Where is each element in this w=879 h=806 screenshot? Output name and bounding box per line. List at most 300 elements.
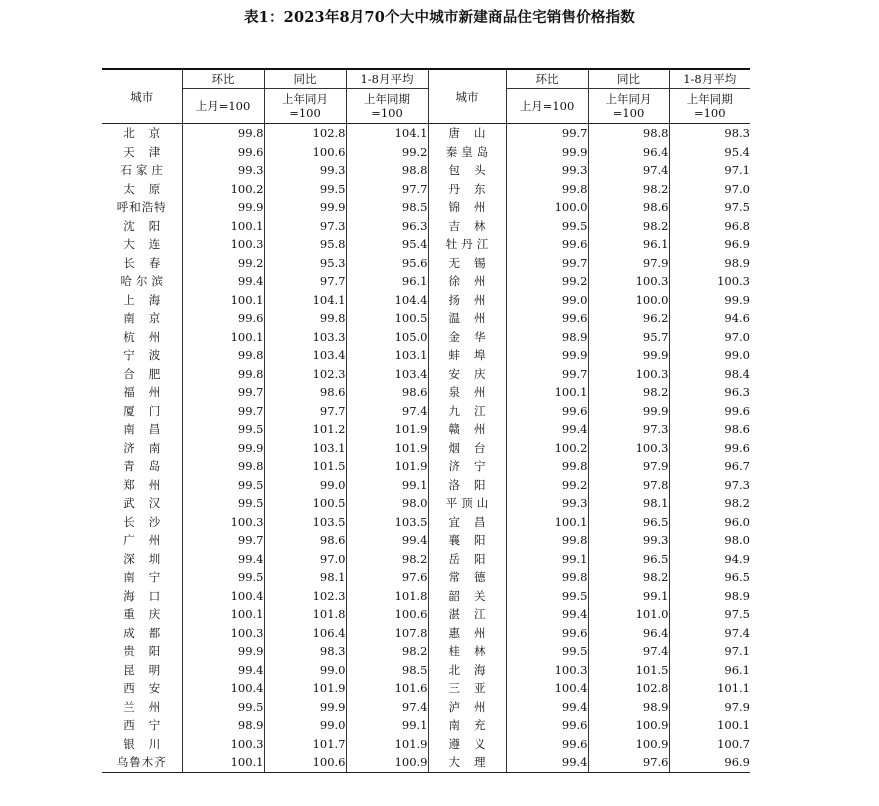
table-row <box>102 254 750 273</box>
tongbi-value-right: 98.6 <box>588 198 669 217</box>
huanbi-value-left: 99.6 <box>182 143 264 162</box>
avg-value-right: 98.3 <box>669 124 750 143</box>
avg-value-right: 97.1 <box>669 642 750 661</box>
huanbi-value-left: 99.9 <box>182 642 264 661</box>
huanbi-value-right: 99.8 <box>506 568 588 587</box>
city-name-left: 杭州 <box>123 329 175 344</box>
tongbi-value-right: 96.4 <box>588 624 669 643</box>
avg-header-right: 1-8月平均 <box>669 69 750 89</box>
huanbi-value-left: 99.7 <box>182 531 264 550</box>
avg-value-right: 96.9 <box>669 753 750 772</box>
tongbi-value-left: 101.5 <box>264 457 346 476</box>
tongbi-value-left: 99.9 <box>264 698 346 717</box>
city-name-right: 徐州 <box>428 272 506 291</box>
huanbi-value-right: 99.3 <box>506 161 588 180</box>
table-row <box>102 217 750 236</box>
avg-value-left: 107.8 <box>346 624 428 643</box>
avg-value-right: 98.9 <box>669 254 750 273</box>
avg-value-right: 100.1 <box>669 716 750 735</box>
huanbi-header-left: 环比 <box>182 69 264 89</box>
huanbi-value-right: 99.1 <box>506 550 588 569</box>
table-row <box>102 698 750 717</box>
tongbi-value-right: 100.9 <box>588 716 669 735</box>
avg-value-right: 96.1 <box>669 661 750 680</box>
avg-value-left: 99.2 <box>346 143 428 162</box>
city-name-right: 平顶山 <box>428 494 506 513</box>
table-row <box>102 291 750 310</box>
city-name-right: 无锡 <box>428 254 506 273</box>
tongbi-value-left: 103.5 <box>264 513 346 532</box>
huanbi-value-left: 100.3 <box>182 235 264 254</box>
tongbi-value-right: 101.0 <box>588 605 669 624</box>
tongbi-value-right: 99.9 <box>588 402 669 421</box>
huanbi-value-right: 99.4 <box>506 753 588 772</box>
city-name-left: 西宁 <box>123 718 175 732</box>
table-row <box>102 402 750 421</box>
avg-value-right: 96.5 <box>669 568 750 587</box>
city-name-left: 郑州 <box>123 477 175 492</box>
tongbi-value-left: 95.3 <box>264 254 346 273</box>
tongbi-value-left: 98.6 <box>264 383 346 402</box>
huanbi-value-right: 98.9 <box>506 328 588 347</box>
huanbi-value-right: 99.9 <box>506 143 588 162</box>
tongbi-value-right: 96.1 <box>588 235 669 254</box>
avg-value-right: 99.9 <box>669 291 750 310</box>
avg-value-left: 100.9 <box>346 753 428 772</box>
tongbi-value-right: 98.1 <box>588 494 669 513</box>
table-row <box>102 365 750 384</box>
avg-base-left: 上年同期 =100 <box>346 89 428 124</box>
huanbi-value-left: 99.9 <box>182 198 264 217</box>
city-name-right: 牡丹江 <box>428 235 506 254</box>
avg-value-left: 101.8 <box>346 587 428 606</box>
avg-value-left: 98.8 <box>346 161 428 180</box>
avg-value-left: 101.6 <box>346 679 428 698</box>
city-name-right: 遵义 <box>428 735 506 754</box>
avg-value-left: 103.1 <box>346 346 428 365</box>
avg-value-left: 104.1 <box>346 124 428 143</box>
table-row <box>102 679 750 698</box>
tongbi-value-left: 99.5 <box>264 180 346 199</box>
huanbi-base-left: 上月=100 <box>182 89 264 124</box>
avg-value-left: 98.5 <box>346 661 428 680</box>
city-name-right: 三亚 <box>428 679 506 698</box>
avg-value-left: 97.4 <box>346 698 428 717</box>
huanbi-value-right: 99.2 <box>506 476 588 495</box>
avg-value-right: 97.3 <box>669 476 750 495</box>
table-row <box>102 198 750 217</box>
huanbi-value-left: 99.8 <box>182 124 264 143</box>
table-row <box>102 716 750 735</box>
avg-value-left: 98.5 <box>346 198 428 217</box>
city-name-right: 襄阳 <box>428 531 506 550</box>
tongbi-value-left: 99.0 <box>264 716 346 735</box>
tongbi-value-left: 104.1 <box>264 291 346 310</box>
tongbi-value-right: 96.5 <box>588 513 669 532</box>
city-name-left: 呼和浩特 <box>116 200 167 214</box>
huanbi-value-right: 99.6 <box>506 309 588 328</box>
avg-value-right: 95.4 <box>669 143 750 162</box>
tongbi-value-right: 100.0 <box>588 291 669 310</box>
city-name-left: 南京 <box>123 311 175 325</box>
tongbi-value-left: 100.6 <box>264 753 346 772</box>
huanbi-value-left: 99.2 <box>182 254 264 273</box>
table-row <box>102 457 750 476</box>
huanbi-value-left: 100.1 <box>182 605 264 624</box>
tongbi-value-right: 97.9 <box>588 457 669 476</box>
city-name-left: 广州 <box>123 533 175 547</box>
tongbi-base-left: 上年同月 =100 <box>264 89 346 124</box>
city-name-right: 烟台 <box>428 439 506 458</box>
city-name-right: 锦州 <box>428 198 506 217</box>
avg-value-left: 101.9 <box>346 735 428 754</box>
table-row <box>102 568 750 587</box>
tongbi-value-left: 101.7 <box>264 735 346 754</box>
tongbi-value-left: 102.8 <box>264 124 346 143</box>
tongbi-value-left: 97.0 <box>264 550 346 569</box>
avg-value-left: 95.6 <box>346 254 428 273</box>
tongbi-value-right: 101.5 <box>588 661 669 680</box>
huanbi-value-left: 99.9 <box>182 439 264 458</box>
table-row <box>102 309 750 328</box>
table-row <box>102 439 750 458</box>
tongbi-value-right: 97.4 <box>588 642 669 661</box>
huanbi-value-left: 99.5 <box>182 476 264 495</box>
table-row <box>102 513 750 532</box>
huanbi-value-left: 100.2 <box>182 180 264 199</box>
avg-value-left: 105.0 <box>346 328 428 347</box>
tongbi-value-right: 96.2 <box>588 309 669 328</box>
city-name-right: 丹东 <box>428 180 506 199</box>
city-name-left: 合肥 <box>123 366 175 381</box>
city-name-right: 岳阳 <box>428 550 506 569</box>
tongbi-header-left: 同比 <box>264 69 346 89</box>
avg-value-right: 94.9 <box>669 550 750 569</box>
tongbi-value-left: 97.3 <box>264 217 346 236</box>
city-name-right: 安庆 <box>428 365 506 384</box>
city-name-right: 九江 <box>428 402 506 421</box>
tongbi-value-right: 98.9 <box>588 698 669 717</box>
avg-value-right: 94.6 <box>669 309 750 328</box>
city-name-right: 湛江 <box>428 605 506 624</box>
table-body <box>102 124 750 773</box>
table-row <box>102 124 750 143</box>
city-name-left: 沈阳 <box>123 218 175 233</box>
table-row <box>102 642 750 661</box>
avg-value-right: 96.3 <box>669 383 750 402</box>
city-header-right: 城市 <box>428 69 506 124</box>
huanbi-value-right: 99.3 <box>506 494 588 513</box>
table-row <box>102 661 750 680</box>
huanbi-value-right: 100.4 <box>506 679 588 698</box>
tongbi-value-right: 98.2 <box>588 217 669 236</box>
table-row <box>102 328 750 347</box>
avg-header-left: 1-8月平均 <box>346 69 428 89</box>
avg-value-left: 100.5 <box>346 309 428 328</box>
avg-value-left: 100.6 <box>346 605 428 624</box>
city-name-left: 贵阳 <box>123 644 175 658</box>
city-name-right: 泉州 <box>428 383 506 402</box>
avg-value-left: 99.1 <box>346 476 428 495</box>
city-name-left: 福州 <box>123 385 175 399</box>
tongbi-value-left: 95.8 <box>264 235 346 254</box>
avg-value-right: 97.0 <box>669 328 750 347</box>
tongbi-value-left: 100.5 <box>264 494 346 513</box>
avg-value-left: 98.0 <box>346 494 428 513</box>
city-name-left: 济南 <box>123 440 175 455</box>
tongbi-value-left: 106.4 <box>264 624 346 643</box>
city-name-right: 秦皇岛 <box>428 143 506 162</box>
huanbi-value-left: 99.3 <box>182 161 264 180</box>
huanbi-value-left: 99.7 <box>182 402 264 421</box>
avg-value-right: 97.9 <box>669 698 750 717</box>
huanbi-value-left: 99.4 <box>182 550 264 569</box>
table-row <box>102 272 750 291</box>
tongbi-value-left: 98.6 <box>264 531 346 550</box>
tongbi-value-right: 96.5 <box>588 550 669 569</box>
table-row <box>102 161 750 180</box>
huanbi-header-right: 环比 <box>506 69 588 89</box>
avg-value-left: 96.3 <box>346 217 428 236</box>
city-name-right: 北海 <box>428 661 506 680</box>
tongbi-value-left: 99.9 <box>264 198 346 217</box>
city-name-right: 包头 <box>428 161 506 180</box>
city-name-left: 昆明 <box>123 662 175 677</box>
city-name-left: 宁波 <box>123 348 175 362</box>
huanbi-value-left: 100.3 <box>182 513 264 532</box>
huanbi-value-right: 99.4 <box>506 605 588 624</box>
huanbi-value-left: 99.5 <box>182 698 264 717</box>
tongbi-value-right: 98.2 <box>588 383 669 402</box>
city-name-left: 大连 <box>123 237 175 251</box>
avg-value-right: 96.8 <box>669 217 750 236</box>
huanbi-value-right: 99.8 <box>506 457 588 476</box>
table-row <box>102 494 750 513</box>
tongbi-value-left: 102.3 <box>264 365 346 384</box>
tongbi-value-left: 101.8 <box>264 605 346 624</box>
avg-value-right: 96.9 <box>669 235 750 254</box>
tongbi-value-right: 97.8 <box>588 476 669 495</box>
tongbi-value-left: 103.4 <box>264 346 346 365</box>
tongbi-header-right: 同比 <box>588 69 669 89</box>
city-header-left: 城市 <box>102 69 182 124</box>
table-row <box>102 735 750 754</box>
avg-value-right: 100.7 <box>669 735 750 754</box>
tongbi-value-left: 100.6 <box>264 143 346 162</box>
tongbi-value-right: 97.4 <box>588 161 669 180</box>
huanbi-value-left: 98.9 <box>182 716 264 735</box>
city-name-right: 桂林 <box>428 642 506 661</box>
tongbi-value-right: 102.8 <box>588 679 669 698</box>
huanbi-value-right: 99.7 <box>506 254 588 273</box>
avg-value-left: 99.1 <box>346 716 428 735</box>
huanbi-value-right: 99.6 <box>506 716 588 735</box>
avg-value-right: 99.6 <box>669 439 750 458</box>
tongbi-value-left: 101.9 <box>264 679 346 698</box>
huanbi-value-left: 100.4 <box>182 587 264 606</box>
avg-value-right: 99.6 <box>669 402 750 421</box>
city-name-left: 成都 <box>123 625 175 640</box>
city-name-left: 石家庄 <box>120 163 167 177</box>
huanbi-value-right: 99.6 <box>506 624 588 643</box>
huanbi-value-left: 100.1 <box>182 753 264 772</box>
avg-value-left: 101.9 <box>346 457 428 476</box>
tongbi-value-left: 99.0 <box>264 476 346 495</box>
avg-value-left: 104.4 <box>346 291 428 310</box>
city-name-left: 青岛 <box>123 459 175 473</box>
avg-value-left: 101.9 <box>346 439 428 458</box>
city-name-left: 重庆 <box>123 607 175 621</box>
huanbi-value-left: 100.3 <box>182 624 264 643</box>
tongbi-value-right: 98.2 <box>588 180 669 199</box>
tongbi-value-left: 102.3 <box>264 587 346 606</box>
city-name-left: 厦门 <box>123 403 175 418</box>
city-name-right: 唐山 <box>428 124 506 143</box>
avg-value-left: 96.1 <box>346 272 428 291</box>
huanbi-value-left: 100.1 <box>182 291 264 310</box>
huanbi-value-right: 99.0 <box>506 291 588 310</box>
huanbi-value-right: 99.4 <box>506 698 588 717</box>
avg-value-right: 97.5 <box>669 605 750 624</box>
avg-value-right: 98.2 <box>669 494 750 513</box>
huanbi-value-left: 100.1 <box>182 217 264 236</box>
city-name-left: 北京 <box>123 126 175 140</box>
city-name-left: 银川 <box>123 736 175 751</box>
city-name-right: 蚌埠 <box>428 346 506 365</box>
city-name-left: 海口 <box>123 588 175 603</box>
huanbi-value-left: 100.1 <box>182 328 264 347</box>
avg-value-left: 98.6 <box>346 383 428 402</box>
city-name-left: 深圳 <box>123 551 175 566</box>
tongbi-value-left: 97.7 <box>264 272 346 291</box>
tongbi-value-right: 98.8 <box>588 124 669 143</box>
avg-value-right: 97.4 <box>669 624 750 643</box>
city-name-left: 乌鲁木齐 <box>102 753 182 772</box>
table-row <box>102 550 750 569</box>
city-name-left: 南宁 <box>123 570 175 584</box>
table-row <box>102 180 750 199</box>
huanbi-value-left: 99.7 <box>182 383 264 402</box>
huanbi-value-right: 100.1 <box>506 513 588 532</box>
tongbi-value-right: 97.3 <box>588 420 669 439</box>
huanbi-value-right: 99.7 <box>506 365 588 384</box>
avg-value-right: 97.0 <box>669 180 750 199</box>
huanbi-value-left: 99.6 <box>182 309 264 328</box>
city-name-right: 大理 <box>428 753 506 772</box>
avg-value-right: 97.5 <box>669 198 750 217</box>
table-row <box>102 476 750 495</box>
huanbi-value-right: 99.4 <box>506 420 588 439</box>
city-name-left: 天津 <box>123 144 175 159</box>
avg-value-left: 103.5 <box>346 513 428 532</box>
avg-value-right: 98.9 <box>669 587 750 606</box>
huanbi-value-left: 100.4 <box>182 679 264 698</box>
table-row <box>102 346 750 365</box>
avg-value-right: 98.0 <box>669 531 750 550</box>
tongbi-value-right: 99.9 <box>588 346 669 365</box>
city-name-left: 长春 <box>123 255 175 270</box>
city-name-right: 扬州 <box>428 291 506 310</box>
tongbi-value-left: 97.7 <box>264 402 346 421</box>
avg-value-right: 98.4 <box>669 365 750 384</box>
tongbi-value-right: 100.3 <box>588 365 669 384</box>
city-name-right: 温州 <box>428 309 506 328</box>
tongbi-value-right: 95.7 <box>588 328 669 347</box>
huanbi-value-right: 99.6 <box>506 735 588 754</box>
tongbi-value-left: 98.3 <box>264 642 346 661</box>
huanbi-value-left: 99.5 <box>182 494 264 513</box>
city-name-left: 兰州 <box>123 699 175 714</box>
avg-value-right: 96.0 <box>669 513 750 532</box>
avg-value-right: 96.7 <box>669 457 750 476</box>
city-name-left: 哈尔滨 <box>120 274 167 288</box>
avg-value-left: 97.7 <box>346 180 428 199</box>
header-row-1 <box>102 69 750 89</box>
tongbi-value-left: 98.1 <box>264 568 346 587</box>
city-name-left: 西安 <box>123 681 175 695</box>
city-name-left: 太原 <box>123 181 175 196</box>
huanbi-value-right: 99.9 <box>506 346 588 365</box>
tongbi-value-left: 99.0 <box>264 661 346 680</box>
huanbi-value-right: 99.6 <box>506 402 588 421</box>
avg-value-right: 98.6 <box>669 420 750 439</box>
city-name-right: 宜昌 <box>428 513 506 532</box>
city-name-right: 金华 <box>428 328 506 347</box>
avg-value-left: 98.2 <box>346 550 428 569</box>
table-row <box>102 531 750 550</box>
huanbi-value-right: 99.8 <box>506 180 588 199</box>
table-title: 表1：2023年8月70个大中城市新建商品住宅销售价格指数 <box>243 9 635 26</box>
avg-value-left: 97.4 <box>346 402 428 421</box>
huanbi-value-right: 100.0 <box>506 198 588 217</box>
tongbi-value-right: 100.3 <box>588 272 669 291</box>
tongbi-value-right: 96.4 <box>588 143 669 162</box>
tongbi-value-right: 99.1 <box>588 587 669 606</box>
table-row <box>102 587 750 606</box>
huanbi-value-left: 99.5 <box>182 568 264 587</box>
city-name-right: 惠州 <box>428 624 506 643</box>
table-row <box>102 605 750 624</box>
table-row <box>102 143 750 162</box>
city-name-right: 常德 <box>428 568 506 587</box>
avg-value-right: 101.1 <box>669 679 750 698</box>
table-row <box>102 624 750 643</box>
huanbi-value-right: 99.6 <box>506 235 588 254</box>
tongbi-value-left: 103.1 <box>264 439 346 458</box>
avg-value-right: 97.1 <box>669 161 750 180</box>
avg-value-left: 97.6 <box>346 568 428 587</box>
city-name-left: 长沙 <box>123 514 175 529</box>
city-name-right: 赣州 <box>428 420 506 439</box>
table-row <box>102 235 750 254</box>
tongbi-value-left: 99.8 <box>264 309 346 328</box>
tongbi-base-right: 上年同月 =100 <box>588 89 669 124</box>
city-name-right: 泸州 <box>428 698 506 717</box>
huanbi-value-left: 99.8 <box>182 457 264 476</box>
huanbi-value-right: 99.8 <box>506 531 588 550</box>
avg-value-right: 100.3 <box>669 272 750 291</box>
avg-base-right: 上年同期 =100 <box>669 89 750 124</box>
huanbi-value-left: 99.4 <box>182 272 264 291</box>
huanbi-value-right: 99.2 <box>506 272 588 291</box>
huanbi-value-right: 100.3 <box>506 661 588 680</box>
tongbi-value-left: 103.3 <box>264 328 346 347</box>
tongbi-value-left: 99.3 <box>264 161 346 180</box>
huanbi-value-right: 100.1 <box>506 383 588 402</box>
huanbi-value-right: 100.2 <box>506 439 588 458</box>
avg-value-left: 95.4 <box>346 235 428 254</box>
tongbi-value-right: 99.3 <box>588 531 669 550</box>
